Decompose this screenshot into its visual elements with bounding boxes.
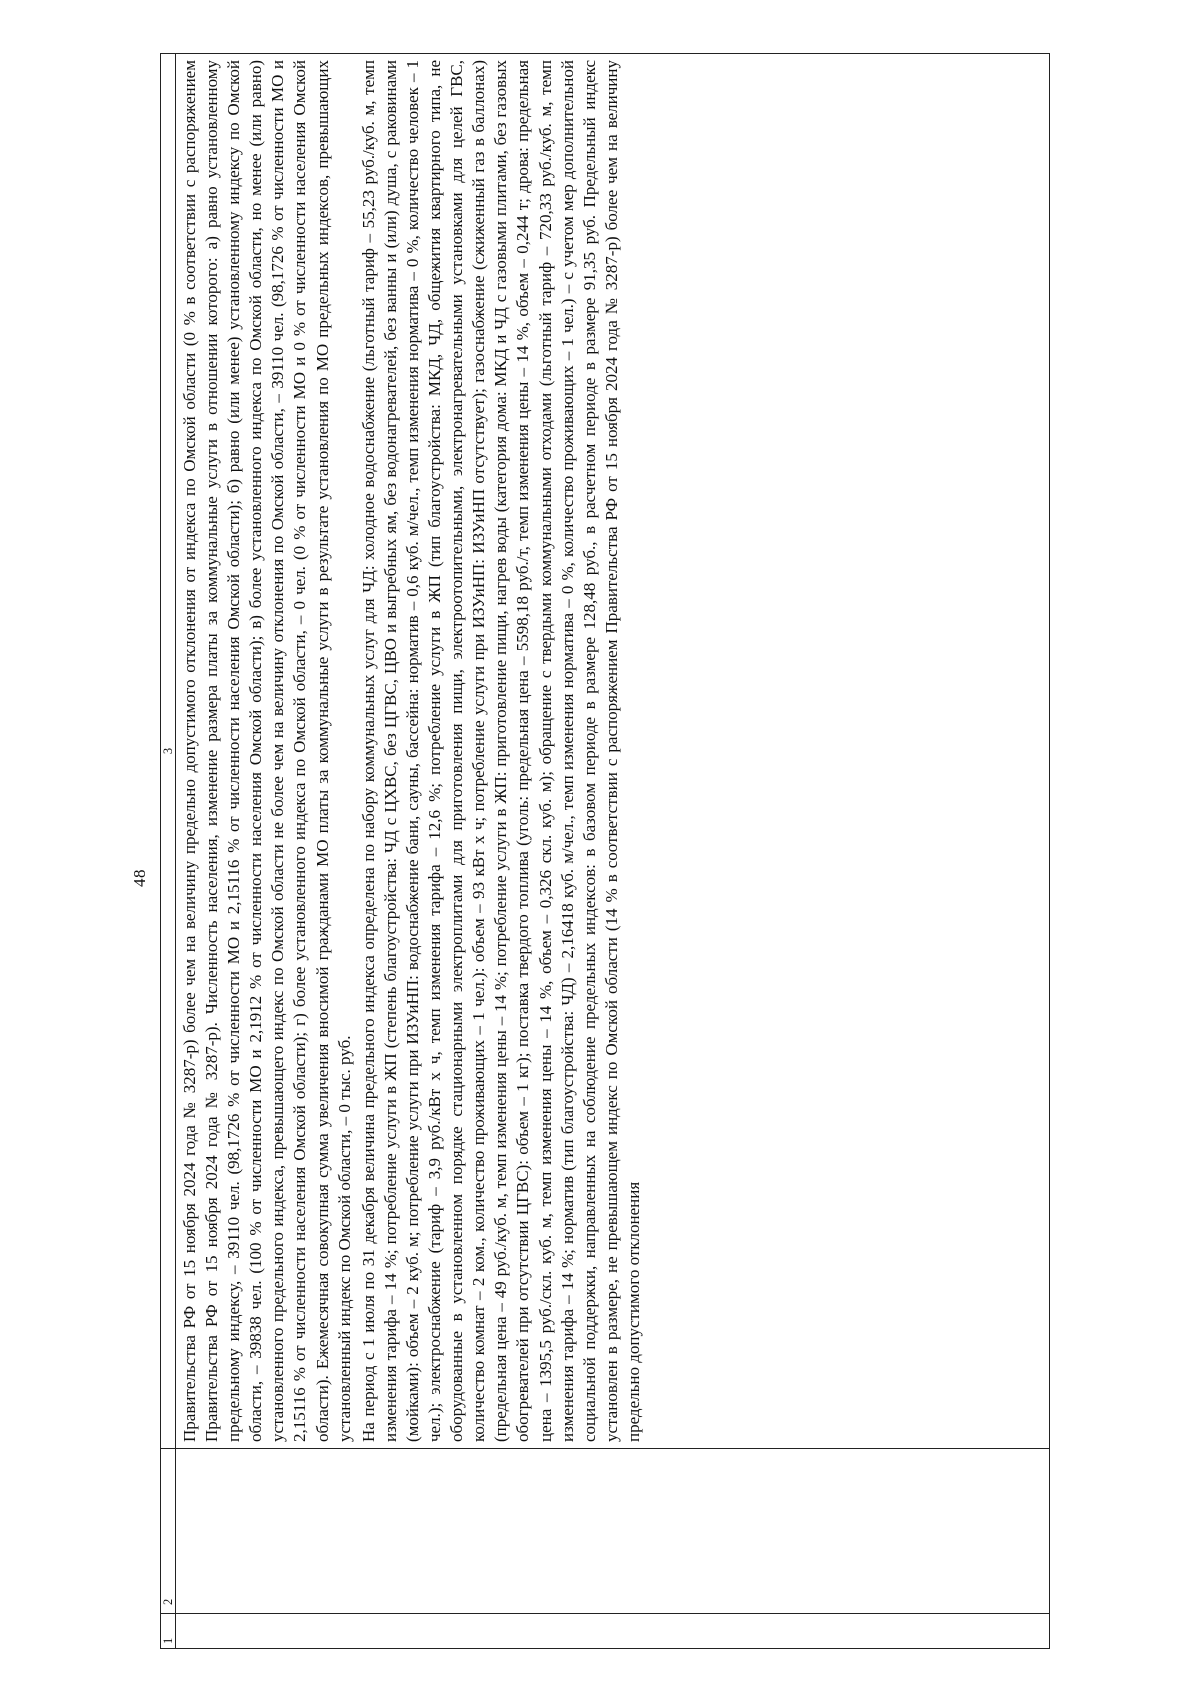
paragraph-index-deviation: Правительства РФ от 15 ноября 2024 года № 3287-р) более чем на величину предельно допустимого отклонения от индекса по Омской области (0 % в соответствии с распоряжением Правительства РФ от 15 ноября 2024 года № 3287-р). Численность населения, изменение размера платы за коммунальные услуги в отношении которого: а) равно установленному предельному индексу, – 39110 чел. (98,1726 % от численности МО и 2,15116 % от численности населения Омской области); б) равно (или менее) установленному индексу по Омской области, – 39838 чел. (100 % от численности МО и 2,1912 % от численности населения Омской области); в) более установленного индекса по Омской области, но менее (или равно) установленного предельного индекса, превышающего индекс по Омской области не более чем на величину отклонения по Омской области, – 39110 чел. (98,1726 % от численности МО и 2,15116 % от численности населения Омской области); г) более установленного индекса по Омской области, – 0 чел. (0 % от численности МО и 0 % от численности населения Омской области). Ежемесячная совокупная сумма увеличения вносимой гражданами МО платы за коммунальные услуги в результате установления по МО предельных индексов, превышающих установленный индекс по Омской области, – 0 тыс. руб. <box>180 60 354 1442</box>
column-number-row <box>161 54 176 1649</box>
column-number-2: 2 <box>161 1449 176 1614</box>
column-number-1: 1 <box>161 1614 176 1649</box>
cell-col1 <box>176 1614 1050 1649</box>
paragraph-services-set: На период с 1 июля по 31 декабря величина предельного индекса определена по набору коммунальных услуг для ЧД: холодное водоснабжение (льготный тариф – 55,23 руб./куб. м, темп изменения тарифа – 14 %; потребление услуги в ЖП (степень благоустройства: ЧД с ЦХВС, без ЦГВС, ЦВО и выгребных ям, без водонагревателей, без ванны и (или) душа, с раковинами (мойками): объем – 2 куб. м; потребление услуги при ИЗУиНП: водоснабжение бани, сауны, бассейна: норматив – 0,6 куб. м/чел., темп изменения норматива – 0 %, количество человек – 1 чел.); электроснабжение (тариф – 3,9 руб./кВт х ч, темп изменения тарифа – 12,6 %; потребление услуги в ЖП (тип благоустройства: МКД, ЧД, общежития квартирного типа, не оборудованные в установленном порядке стационарными электроплитами для приготовления пищи, электроотопительными, электронагревательными установками для целей ГВС, количество комнат – 2 ком., количество проживающих – 1 чел.): объем – 93 кВт х ч; потребление услуги при ИЗУиНП: ИЗУиНП отсутствует); газоснабжение (сжиженный газ в баллонах) (предельная цена – 49 руб./куб. м, темп изменения цены – 14 %; потребление услуги в ЖП: приготовление пищи, нагрев воды (категория дома: МКД и ЧД с газовыми плитами, без газовых обогревателей при отсутствии ЦГВС): объем – 1 кг); поставка твердого топлива (уголь: предельная цена – 5598,18 руб./т, темп изменения цены – 14 %, объем – 0,244 т; дрова: предельная цена – 1395,5 руб./скл. куб. м, темп изменения цены – 14 %, объем – 0,326 скл. куб. м); обращение с твердыми коммунальными отходами (льготный тариф – 720,33 руб./куб. м, темп изменения тарифа – 14 %; норматив (тип благоустройства: ЧД) – 2,16418 куб. м/чел., темп изменения норматива – 0 %, количество проживающих – 1 чел.) – с учетом мер дополнительной социальной поддержки, направленных на соблюдение предельных индексов: в базовом периоде в размере 128,48 руб., в расчетном периоде в размере 91,35 руб. Предельный индекс установлен в размере, не превышающем индекс по Омской области (14 % в соответствии с распоряжением Правительства РФ от 15 ноября 2024 года № 3287-р) более чем на величину предельно допустимого отклонения <box>358 60 643 1442</box>
table-row <box>176 54 1050 1649</box>
cell-col3 <box>176 54 1050 1449</box>
page-number: 48 <box>130 869 149 887</box>
cell-col2 <box>176 1449 1050 1614</box>
document-table <box>160 53 1050 1649</box>
column-number-3: 3 <box>161 54 176 1449</box>
